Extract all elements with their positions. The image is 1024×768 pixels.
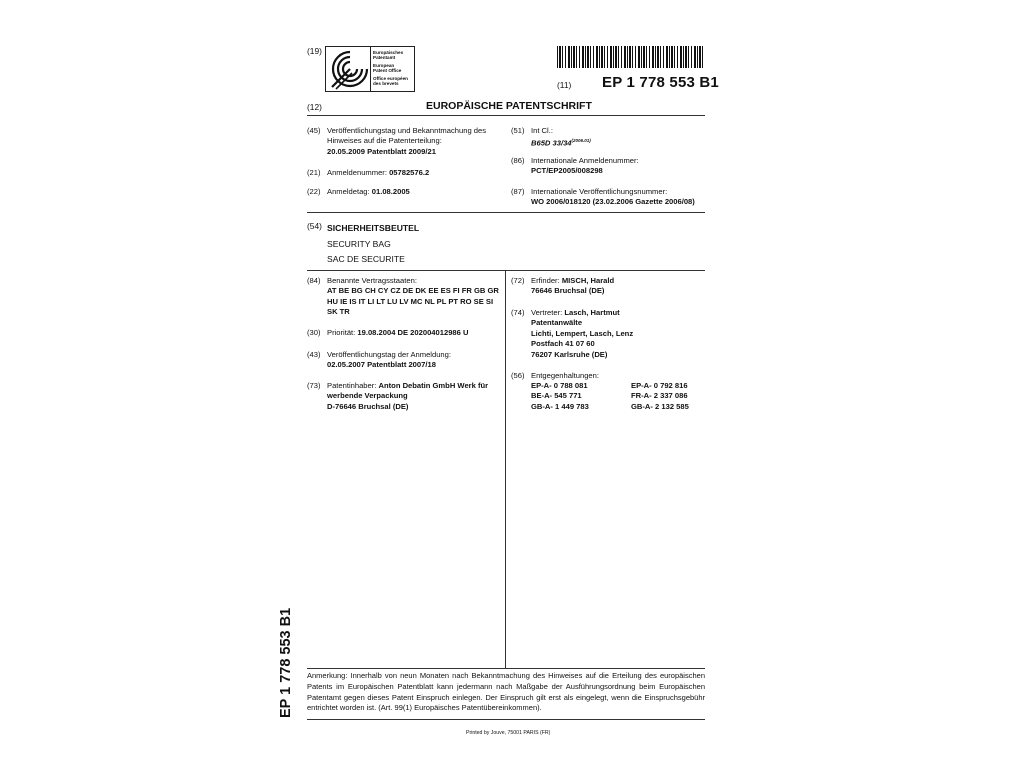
field-73: (73) <box>307 381 321 390</box>
citation: BE-A- 545 771 <box>531 391 582 401</box>
field-86-content: Internationale Anmeldenummer: PCT/EP2005/008298 <box>531 156 639 176</box>
printed-by: Printed by Jouve, 75001 PARIS (FR) <box>466 730 551 736</box>
office-name-de: Europäisches Patentamt <box>373 50 404 61</box>
citation: EP-A- 0 788 081 <box>531 381 588 390</box>
field-72-content: Erfinder: MISCH, Harald 76646 Bruchsal (DE) <box>531 276 615 296</box>
divider-title <box>307 212 705 213</box>
field-84-content: Benannte Vertragsstaaten: AT BE BG CH CY CZ DE DK EE ES FI FR GB GR HU IE IS IT LI LT LU LV MC NL PL PT RO SE SI SK TR <box>327 276 499 317</box>
field-21: (21) <box>307 168 321 177</box>
field-21-content: Anmeldenummer: 05782576.2 <box>327 168 430 177</box>
field-22-content: Anmeldetag: 01.08.2005 <box>327 187 410 196</box>
epo-logo <box>325 46 415 92</box>
inid-code-12: (12) <box>307 102 322 112</box>
publication-number: EP 1 778 553 B1 <box>602 74 719 91</box>
field-43: (43) <box>307 350 321 359</box>
field-56-content: Entgegenhaltungen: <box>531 371 599 380</box>
office-name-en: European Patent Office <box>373 63 402 74</box>
inid-code-19: (19) <box>307 46 322 56</box>
field-51: (51) <box>511 126 525 135</box>
field-74: (74) <box>511 308 525 317</box>
field-56: (56) <box>511 371 525 380</box>
field-72: (72) <box>511 276 525 285</box>
field-86: (86) <box>511 156 525 165</box>
title-de: SICHERHEITSBEUTEL <box>327 223 420 233</box>
citation: EP-A- 0 792 816 <box>631 381 688 390</box>
document-title: EUROPÄISCHE PATENTSCHRIFT <box>426 100 592 112</box>
citations-col-1 <box>531 381 589 412</box>
divider-note-bottom <box>307 719 705 720</box>
office-name-fr: Office européen des brevets <box>373 76 408 87</box>
field-30-content: Priorität: 19.08.2004 DE 202004012986 U <box>327 328 469 337</box>
field-43-content: Veröffentlichungstag der Anmeldung: 02.05.2007 Patentblatt 2007/18 <box>327 350 451 370</box>
field-22: (22) <box>307 187 321 196</box>
field-45-content: Veröffentlichungstag und Bekanntmachung des Hinweises auf die Patenterteilung: 20.05.2009 Patentblatt 2009/21 <box>327 126 487 156</box>
citations-col-2 <box>631 381 689 412</box>
field-87: (87) <box>511 187 525 196</box>
field-87-content: Internationale Veröffentlichungsnummer: WO 2006/018120 (23.02.2006 Gazette 2006/08) <box>531 187 695 207</box>
citation: GB-A- 1 449 783 <box>531 401 589 411</box>
epo-logo-mark-icon <box>326 47 371 91</box>
field-51-content: Int Cl.: B65D $33/34^{(2006.01)}$ <box>531 126 591 148</box>
invention-title <box>327 221 419 268</box>
column-divider <box>505 270 506 668</box>
title-fr: SAC DE SECURITE <box>327 254 405 264</box>
field-54: (54) <box>307 221 322 231</box>
citation: GB-A- 2 132 585 <box>631 401 689 411</box>
field-45: (45) <box>307 126 321 135</box>
divider-note-top <box>307 668 705 669</box>
field-73-content: Patentinhaber: Anton Debatin GmbH Werk für werbende Verpackung D-76646 Bruchsal (DE) <box>327 381 489 411</box>
sidebar-publication-number: EP 1 778 553 B1 <box>278 607 294 718</box>
barcode <box>557 46 704 68</box>
opposition-note: Anmerkung: Innerhalb von neun Monaten nach Bekanntmachung des Hinweises auf die Erteilung des europäischen Patents im Europäischen Patentblatt kann jedermann nach Maßgabe der Ausführungsordnung beim Europäischen Patentamt gegen dieses Patent Einspruch einlegen. Der Einspruch gilt erst als eingelegt, wenn die Einspruchsgebühr entrichtet worden ist. (Art. 99(1) Europäisches Patentübereinkommen). <box>307 671 705 713</box>
field-84: (84) <box>307 276 321 285</box>
inid-code-11: (11) <box>557 80 572 90</box>
field-30: (30) <box>307 328 321 337</box>
divider-columns <box>307 270 705 271</box>
title-en: SECURITY BAG <box>327 238 391 249</box>
citation: FR-A- 2 337 086 <box>631 391 688 401</box>
field-74-content: Vertreter: Lasch, Hartmut Patentanwälte Lichti, Lempert, Lasch, Lenz Postfach 41 07 60 76207 Karlsruhe (DE) <box>531 308 634 359</box>
divider-top <box>307 115 705 116</box>
